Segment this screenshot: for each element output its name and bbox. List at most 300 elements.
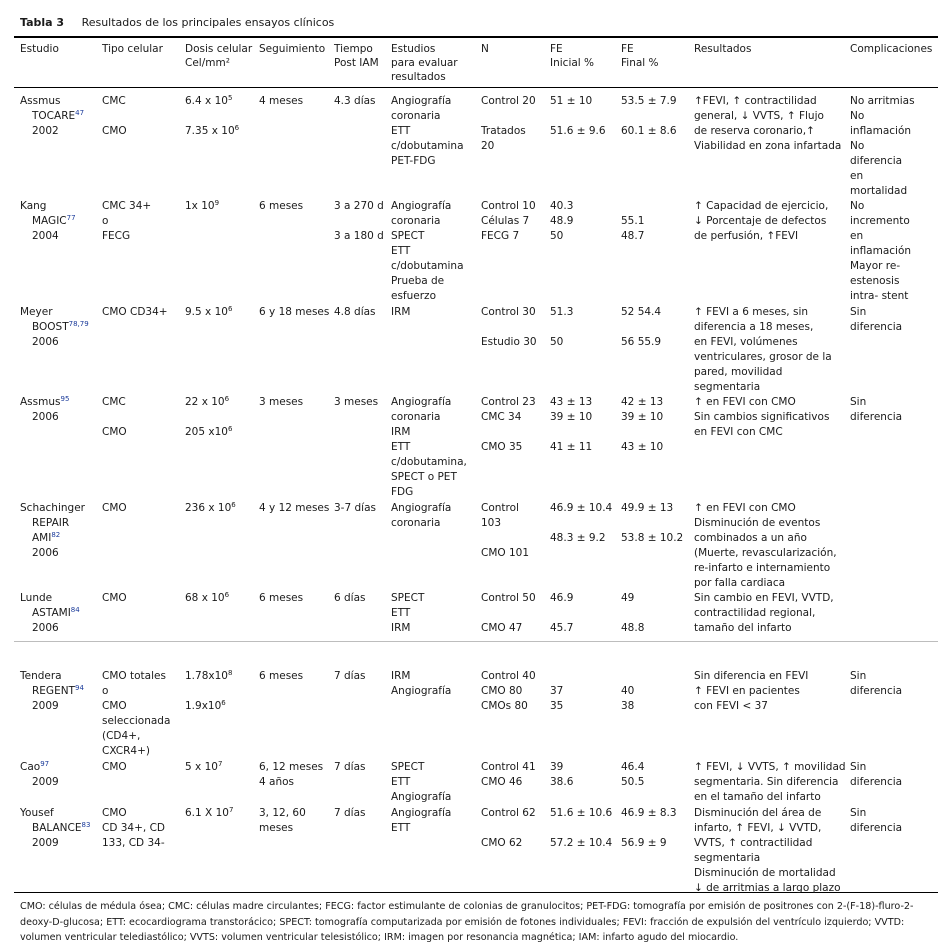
table-cell-tipo — [102, 94, 126, 109]
cell-text: CMC 34 — [481, 411, 522, 423]
cell-text: ETT — [391, 822, 411, 834]
cell-text: 57.2 ± 10.4 — [550, 837, 613, 849]
cell-text: IRM — [391, 426, 411, 438]
reference-superscript: 77 — [66, 214, 76, 222]
cell-text: 50 — [550, 230, 564, 242]
cell-text: 43 ± 13 — [550, 396, 593, 408]
cell-text: 35 — [550, 700, 564, 712]
table-caption — [20, 16, 334, 29]
table-cell-fe-final — [621, 775, 644, 790]
exponent: 9 — [214, 199, 220, 207]
cell-text: esfuerzo — [391, 290, 436, 302]
cell-text: segmentaria — [694, 381, 761, 393]
table-cell-complicaciones — [850, 169, 863, 184]
cell-text: ventriculares, grosor de la — [694, 351, 832, 363]
table-cell-resultados — [694, 546, 837, 561]
table-cell-seguimiento — [259, 760, 323, 775]
cell-text: o — [102, 215, 109, 227]
cell-text: 51.3 — [550, 306, 574, 318]
cell-text: Lunde — [20, 592, 53, 604]
cell-text: Yousef — [20, 807, 54, 819]
cell-text: 51 ± 10 — [550, 95, 593, 107]
cell-text: SPECT — [391, 592, 425, 604]
cell-text: FECG — [102, 230, 131, 242]
table-cell-seguimiento — [259, 199, 303, 214]
table-cell-n — [481, 806, 536, 821]
table-cell-estudio — [32, 320, 89, 335]
table-cell-estudio — [32, 109, 84, 124]
cell-text: pared, movilidad — [694, 366, 783, 378]
table-cell-resultados — [694, 214, 826, 229]
cell-text: Disminución de eventos — [694, 517, 821, 529]
table-cell-fe-inicial — [550, 699, 563, 714]
cell-text: CD 34+, CD — [102, 822, 166, 834]
cell-text: 49.9 ± 13 — [621, 502, 674, 514]
reference-superscript: 94 — [74, 684, 84, 692]
cell-text: 46.9 ± 8.3 — [621, 807, 677, 819]
cell-text: CMO 80 — [481, 685, 523, 697]
table-cell-n — [481, 591, 536, 606]
column-header: FE — [621, 43, 634, 55]
cell-text: 6.4 x 10 — [185, 95, 228, 107]
table-cell-complicaciones — [850, 214, 910, 229]
table-cell-fe-inicial — [550, 760, 563, 775]
table-cell-tiempo — [334, 395, 378, 410]
cell-text: 6 y 18 meses — [259, 306, 330, 318]
cell-text: 7.35 x 10 — [185, 125, 235, 137]
table-cell-resultados — [694, 425, 783, 440]
table-cell-resultados — [694, 821, 821, 836]
cell-text: Control 41 — [481, 761, 536, 773]
table-cell-estudio — [20, 199, 46, 214]
cell-text: 37 — [550, 685, 564, 697]
section-divider — [14, 641, 938, 642]
cell-text: con FEVI < 37 — [694, 700, 768, 712]
cell-text: 103 — [481, 517, 502, 529]
table-cell-fe-final — [621, 760, 644, 775]
cell-text: 48.7 — [621, 230, 645, 242]
cell-text: diferencia — [850, 411, 903, 423]
cell-text: Sin — [850, 670, 867, 682]
table-cell-n — [481, 124, 526, 139]
cell-text: Angiografía — [391, 396, 452, 408]
cell-text: 55.1 — [621, 215, 645, 227]
cell-text: Sin — [850, 396, 867, 408]
table-cell-fe-inicial — [550, 94, 592, 109]
table-cell-seguimiento — [259, 775, 294, 790]
cell-text: Sin cambio en FEVI, VVTD, — [694, 592, 834, 604]
table-cell-complicaciones — [850, 395, 866, 410]
cell-text: combinados a un año — [694, 532, 807, 544]
cell-text: 7 días — [334, 761, 366, 773]
table-cell-dosis — [185, 669, 232, 684]
reference-superscript: 95 — [60, 395, 70, 403]
cell-text: CMO 62 — [481, 837, 523, 849]
cell-text: CMO — [102, 761, 127, 773]
cell-text: 6, 12 meses — [259, 761, 324, 773]
table-cell-estudio — [20, 501, 85, 516]
cell-text: c/dobutamina — [391, 260, 464, 272]
column-header: FE — [550, 43, 563, 55]
table-cell-resultados — [694, 669, 808, 684]
cell-text: 50 — [550, 336, 564, 348]
cell-text: inflamación — [850, 125, 912, 137]
table-cell-estudio — [20, 806, 54, 821]
cell-text: CMO 47 — [481, 622, 523, 634]
table-cell-estudio — [32, 229, 59, 244]
cell-text: AMI — [32, 532, 52, 544]
cell-text: 4.3 días — [334, 95, 376, 107]
table-cell-dosis — [185, 699, 226, 714]
cell-text: CMO CD34+ — [102, 306, 168, 318]
cell-text: o — [102, 685, 109, 697]
table-cell-tipo — [102, 425, 127, 440]
table-cell-estudio — [20, 395, 69, 410]
column-header: Resultados — [694, 43, 752, 55]
cell-text: Control — [481, 502, 519, 514]
table-cell-fe-final — [621, 699, 634, 714]
table-label: Tabla 3 — [20, 16, 65, 29]
table-cell-dosis — [185, 94, 232, 109]
table-cell-n — [481, 669, 536, 684]
column-header: Inicial % — [550, 57, 595, 69]
cell-text: 3 a 270 d — [334, 200, 384, 212]
cell-text: general, ↓ VVTS, ↑ Flujo — [694, 110, 824, 122]
table-cell-dosis — [185, 425, 232, 440]
cell-text: ↑ FEVI en pacientes — [694, 685, 800, 697]
top-rule — [14, 36, 938, 38]
table-cell-n — [481, 199, 536, 214]
cell-text: (Muerte, revascularización, — [694, 547, 837, 559]
table-cell-complicaciones — [850, 669, 866, 684]
table-cell-estudios-eval — [391, 760, 424, 775]
column-header: Post IAM — [334, 57, 379, 69]
table-cell-estudio — [32, 335, 59, 350]
table-cell-resultados — [694, 806, 821, 821]
table-cell-resultados — [694, 621, 792, 636]
cell-text: Tratados — [481, 125, 526, 137]
cell-text: 2009 — [32, 776, 59, 788]
cell-text: REGENT — [32, 685, 75, 697]
cell-text: Viabilidad en zona infartada — [694, 140, 842, 152]
table-cell-estudios-eval — [391, 244, 410, 259]
exponent: 7 — [217, 760, 223, 768]
table-cell-estudio — [20, 669, 62, 684]
table-cell-n — [481, 699, 528, 714]
cell-text: diferencia a 18 meses, — [694, 321, 814, 333]
column-header: para evaluar — [391, 57, 458, 69]
column-header: Seguimiento — [259, 43, 326, 55]
table-cell-estudio — [20, 760, 49, 775]
table-cell-estudios-eval — [391, 485, 413, 500]
table-cell-estudios-eval — [391, 669, 410, 684]
cell-text: IRM — [391, 306, 411, 318]
cell-text: CMO totales — [102, 670, 166, 682]
table-cell-resultados — [694, 881, 841, 896]
cell-text: 50.5 — [621, 776, 645, 788]
cell-text: SPECT — [391, 230, 425, 242]
table-cell-estudio — [32, 546, 59, 561]
cell-text: 46.9 ± 10.4 — [550, 502, 613, 514]
table-cell-fe-inicial — [550, 440, 592, 455]
cell-text: Control 50 — [481, 592, 536, 604]
table-cell-tipo — [102, 501, 127, 516]
cell-text: 53.8 ± 10.2 — [621, 532, 684, 544]
table-cell-resultados — [694, 606, 815, 621]
exponent: 6 — [224, 395, 230, 403]
table-cell-dosis — [185, 591, 229, 606]
cell-text: 40.3 — [550, 200, 574, 212]
table-cell-estudios-eval — [391, 139, 464, 154]
cell-text: No — [850, 110, 865, 122]
cell-text: diferencia — [850, 321, 903, 333]
table-cell-n — [481, 395, 536, 410]
cell-text: ETT — [391, 441, 411, 453]
cell-text: Control 62 — [481, 807, 536, 819]
table-cell-resultados — [694, 124, 815, 139]
cell-text: inflamación — [850, 245, 912, 257]
table-cell-estudios-eval — [391, 154, 435, 169]
cell-text: 38.6 — [550, 776, 574, 788]
table-cell-resultados — [694, 851, 760, 866]
cell-text: diferencia — [850, 685, 903, 697]
table-cell-complicaciones — [850, 154, 902, 169]
cell-text: CMO 46 — [481, 776, 523, 788]
column-header: Final % — [621, 57, 659, 69]
table-cell-seguimiento — [259, 591, 303, 606]
table-cell-fe-final — [621, 335, 661, 350]
cell-text: estenosis — [850, 275, 900, 287]
cell-text: 7 días — [334, 807, 366, 819]
cell-text: 1.9x10 — [185, 700, 222, 712]
table-cell-dosis — [185, 124, 239, 139]
reference-superscript: 78,79 — [68, 320, 89, 328]
cell-text: 3 meses — [259, 396, 304, 408]
table-cell-estudios-eval — [391, 395, 451, 410]
table-cell-n — [481, 760, 536, 775]
table-cell-tipo — [102, 229, 130, 244]
table-cell-n — [481, 214, 529, 229]
table-cell-fe-inicial — [550, 836, 612, 851]
cell-text: 5 x 10 — [185, 761, 218, 773]
column-header: Estudios — [391, 43, 436, 55]
table-cell-tipo — [102, 395, 126, 410]
table-cell-fe-inicial — [550, 199, 573, 214]
cell-text: Disminución de mortalidad — [694, 867, 836, 879]
table-cell-dosis — [185, 501, 236, 516]
cell-text: 60.1 ± 8.6 — [621, 125, 677, 137]
table-cell-complicaciones — [850, 684, 902, 699]
table-cell-complicaciones — [850, 139, 864, 154]
table-cell-estudio — [32, 214, 76, 229]
cell-text: Sin cambios significativos — [694, 411, 830, 423]
table-cell-resultados — [694, 335, 798, 350]
table-cell-estudios-eval — [391, 684, 451, 699]
table-cell-estudios-eval — [391, 274, 444, 289]
table-cell-estudio — [32, 531, 60, 546]
column-header: Cel/mm² — [185, 57, 230, 69]
table-cell-resultados — [694, 699, 768, 714]
cell-text: VVTS, ↑ contractilidad — [694, 837, 813, 849]
cell-text: 1.78x10 — [185, 670, 228, 682]
table-cell-estudio — [32, 606, 80, 621]
cell-text: diferencia — [850, 155, 903, 167]
cell-text: ↑ FEVI, ↓ VVTS, ↑ movilidad — [694, 761, 846, 773]
reference-superscript: 82 — [51, 531, 61, 539]
cell-text: Angiografía — [391, 95, 452, 107]
table-cell-estudios-eval — [391, 591, 424, 606]
cell-text: 3, 12, 60 — [259, 807, 306, 819]
cell-text: ETT — [391, 245, 411, 257]
table-cell-complicaciones — [850, 274, 899, 289]
table-cell-tiempo — [334, 669, 366, 684]
table-cell-resultados — [694, 380, 760, 395]
cell-text: (CD4+, — [102, 730, 141, 742]
table-cell-estudios-eval — [391, 289, 436, 304]
cell-text: Angiografía — [391, 807, 452, 819]
table-cell-complicaciones — [850, 229, 863, 244]
exponent: 6 — [224, 591, 230, 599]
cell-text: 38 — [621, 700, 635, 712]
cell-text: 133, CD 34- — [102, 837, 165, 849]
table-cell-tiempo — [334, 94, 376, 109]
table-cell-seguimiento — [259, 669, 303, 684]
table-cell-estudios-eval — [391, 214, 440, 229]
table-cell-tiempo — [334, 760, 366, 775]
cell-text: 52 54.4 — [621, 306, 662, 318]
table-cell-fe-inicial — [550, 684, 563, 699]
cell-text: No — [850, 200, 865, 212]
column-header: resultados — [391, 71, 446, 83]
cell-text: 45.7 — [550, 622, 574, 634]
table-cell-dosis — [185, 806, 233, 821]
cell-text: por falla cardiaca — [694, 577, 786, 589]
table-cell-complicaciones — [850, 259, 900, 274]
table-cell-fe-final — [621, 214, 644, 229]
table-cell-fe-final — [621, 531, 683, 546]
cell-text: Control 40 — [481, 670, 536, 682]
table-cell-fe-inicial — [550, 395, 592, 410]
cell-text: meses — [259, 822, 294, 834]
table-cell-dosis — [185, 395, 229, 410]
table-cell-seguimiento — [259, 806, 306, 821]
cell-text: CMO 101 — [481, 547, 530, 559]
table-cell-n — [481, 335, 537, 350]
cell-text: coronaria — [391, 215, 441, 227]
table-cell-tipo — [102, 699, 127, 714]
cell-text: 9.5 x 10 — [185, 306, 228, 318]
table-cell-seguimiento — [259, 94, 303, 109]
table-cell-fe-final — [621, 591, 634, 606]
table-cell-fe-inicial — [550, 591, 573, 606]
table-cell-resultados — [694, 836, 812, 851]
cell-text: Control 10 — [481, 200, 536, 212]
table-cell-tipo — [102, 199, 151, 214]
cell-text: 56 55.9 — [621, 336, 662, 348]
cell-text: Sin — [850, 807, 867, 819]
cell-text: Schachinger — [20, 502, 85, 514]
table-cell-n — [481, 546, 529, 561]
table-cell-n — [481, 836, 522, 851]
table-cell-n — [481, 305, 536, 320]
cell-text: Sin — [850, 306, 867, 318]
cell-text: CMO — [102, 502, 127, 514]
table-cell-estudios-eval — [391, 229, 424, 244]
cell-text: 53.5 ± 7.9 — [621, 95, 677, 107]
table-cell-resultados — [694, 410, 829, 425]
table-cell-estudio — [20, 94, 60, 109]
cell-text: c/dobutamina — [391, 140, 464, 152]
table-cell-fe-final — [621, 836, 667, 851]
table-cell-estudios-eval — [391, 621, 410, 636]
table-cell-dosis — [185, 199, 219, 214]
cell-text: Control 23 — [481, 396, 536, 408]
cell-text: 46.4 — [621, 761, 645, 773]
cell-text: IRM — [391, 622, 411, 634]
table-cell-fe-final — [621, 501, 673, 516]
cell-text: de reserva coronario,↑ — [694, 125, 815, 137]
cell-text: REPAIR — [32, 517, 70, 529]
cell-text: 2009 — [32, 837, 59, 849]
table-cell-resultados — [694, 790, 821, 805]
table-cell-resultados — [694, 109, 824, 124]
table-cell-tipo — [102, 684, 108, 699]
table-cell-n — [481, 516, 501, 531]
cell-text: 39 ± 10 — [550, 411, 593, 423]
cell-text: infarto, ↑ FEVI, ↓ VVTD, — [694, 822, 822, 834]
table-cell-complicaciones — [850, 320, 902, 335]
cell-text: 6 meses — [259, 200, 304, 212]
exponent: 8 — [227, 669, 233, 677]
table-cell-estudios-eval — [391, 109, 440, 124]
cell-text: Angiografía — [391, 200, 452, 212]
cell-text: segmentaria. Sin diferencia — [694, 776, 839, 788]
table-cell-fe-inicial — [550, 806, 612, 821]
cell-text: Control 20 — [481, 95, 536, 107]
table-cell-estudios-eval — [391, 259, 464, 274]
table-cell-fe-final — [621, 124, 677, 139]
footnote-line: volumen ventricular telediastólico; VVTS: volumen ventricular telesistólico; IRM: imagen por resonancia magnética; IAM: infarto agudo del miocardio. — [20, 932, 739, 943]
cell-text: 2004 — [32, 230, 59, 242]
table-cell-resultados — [694, 561, 830, 576]
column-header: Tiempo — [334, 43, 373, 55]
cell-text: 4 meses — [259, 95, 304, 107]
cell-text: tamaño del infarto — [694, 622, 792, 634]
table-cell-tipo — [102, 214, 108, 229]
table-cell-n — [481, 440, 522, 455]
cell-text: 68 x 10 — [185, 592, 225, 604]
cell-text: 40 — [621, 685, 635, 697]
exponent: 7 — [228, 806, 234, 814]
table-cell-n — [481, 410, 521, 425]
table-cell-estudios-eval — [391, 470, 457, 485]
table-cell-resultados — [694, 576, 785, 591]
cell-text: Assmus — [20, 95, 61, 107]
cell-text: PET-FDG — [391, 155, 436, 167]
cell-text: 4 y 12 meses — [259, 502, 330, 514]
cell-text: SPECT o PET — [391, 471, 457, 483]
table-cell-resultados — [694, 760, 846, 775]
table-cell-complicaciones — [850, 109, 864, 124]
reference-superscript: 47 — [75, 109, 85, 117]
cell-text: diferencia — [850, 776, 903, 788]
table-cell-resultados — [694, 320, 813, 335]
cell-text: ↑ FEVI a 6 meses, sin — [694, 306, 809, 318]
table-cell-fe-inicial — [550, 531, 606, 546]
cell-text: Cao — [20, 761, 41, 773]
table-cell-fe-final — [621, 94, 677, 109]
cell-text: FDG — [391, 486, 414, 498]
